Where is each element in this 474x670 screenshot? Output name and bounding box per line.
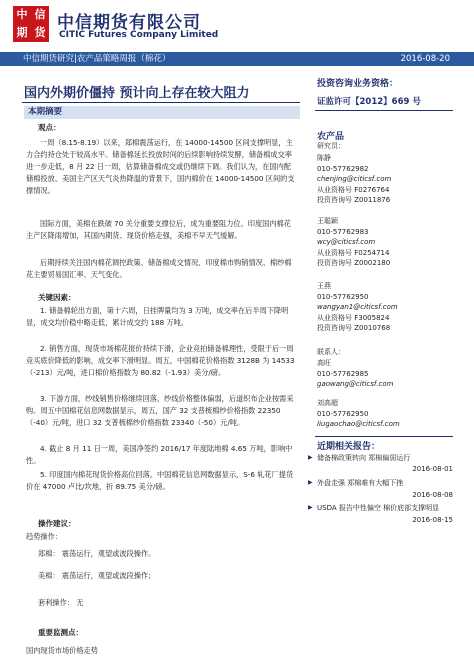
report-info-band — [0, 52, 474, 66]
analyst-cert: 从业资格号 F3005824 — [317, 313, 390, 322]
related-report-date: 2016-08-15 — [412, 516, 453, 524]
related-report-date: 2016-08-01 — [412, 465, 453, 473]
related-report-title: USDA 报告中性偏空 棉价底部支撑明显 — [317, 504, 440, 512]
points-section — [26, 218, 298, 242]
factor-item — [26, 393, 298, 429]
factors-label: 关键因素： — [38, 293, 76, 302]
analyst-block — [317, 216, 390, 269]
title-divider — [22, 102, 300, 103]
report-date: 2016-08-20 — [400, 54, 450, 64]
contact-block — [317, 358, 393, 390]
analyst-cert: 从业资格号 F0254714 — [317, 248, 390, 257]
related-report-title: 储备棉政策转向 郑棉偏弱运行 — [317, 454, 411, 462]
related-report-title: 外盘走强 郑棉难有大幅下挫 — [317, 479, 404, 487]
department-heading: 农产品 — [317, 132, 345, 142]
contact-phone: 010-57762985 — [317, 369, 369, 378]
analyst-name: 王燕 — [317, 282, 331, 290]
related-report-item[interactable] — [308, 453, 453, 463]
analyst-email[interactable]: wangyan1@citicsf.com — [317, 303, 398, 311]
paragraph: 2. 销售方面，现货市场棉花报价持续下滑，企业竞拍储备棉理性，受限于后一周竞买底价降低的影响，成交率下滑明显。周五，中国棉花价格指数 3128B 为 14533（-213）元/吨，进口棉价格指数为 80.82（-1.93）美分/磅。 — [26, 344, 295, 377]
paragraph: 3. 下游方面，纱线销售价格继续回落，纱线价格整体偏弱，后道织布企业按需采购。周五中国棉花信息网数据显示，周五，国产 32 支普梳棉纱价格指数 22350（-40）元/吨，进口 32 支普梳棉纱价格指数 23340（-50）元/吨。 — [26, 394, 294, 427]
ops-arb: 套利操作： 无 — [38, 598, 84, 607]
logo-char: 货 — [34, 26, 46, 39]
paragraph: 后期持续关注国内棉花调控政策、储备棉成交情况、印度棉市购销情况、棉纱棉花主要贸易国汇率、天气变化。 — [26, 258, 292, 279]
company-name-cn: 中信期货有限公司 — [57, 13, 201, 33]
points-section — [26, 137, 298, 197]
company-name-en: CITIC Futures Company Limited — [59, 30, 219, 40]
related-reports-heading: 近期相关报告： — [317, 442, 381, 452]
factor-item — [26, 469, 298, 493]
factor-item — [26, 443, 298, 467]
ops-trend: 趋势操作： — [26, 532, 62, 541]
factor-item — [26, 305, 298, 329]
paragraph: 5. 印度国内棉花现货价格高位回落。中国棉花信息网数据显示，S-6 轧花厂提货价在 47000 卢比/坎地，折 89.75 美分/磅。 — [26, 470, 294, 491]
paragraph: 4. 截止 8 月 11 日一周，美国净签约 2016/17 年度陆地棉 4.65 万吨，影响中性。 — [26, 444, 293, 465]
summary-heading: 本期摘要 — [24, 106, 300, 119]
analyst-phone: 010-57762950 — [317, 292, 369, 301]
monitor-label: 重要监测点： — [38, 628, 83, 637]
analyst-name: 王聪颖 — [317, 217, 338, 225]
ops-label: 操作建议： — [38, 519, 76, 528]
points-section — [26, 257, 298, 281]
factor-item — [26, 343, 298, 379]
contact-phone: 010-57762950 — [317, 409, 369, 418]
chevron-right-icon: ▶ — [308, 454, 313, 461]
analyst-cert: 投资咨询号 Z0011876 — [317, 196, 391, 204]
sidebar-divider — [315, 110, 453, 111]
related-report-item[interactable] — [308, 503, 453, 513]
ops-us: 美棉： 震荡运行，观望或波段操作； — [38, 571, 156, 580]
analyst-name: 陈静 — [317, 154, 331, 162]
analyst-phone: 010-57762983 — [317, 227, 369, 236]
contact-qualification-heading: 投资咨询业务资格： — [317, 79, 399, 89]
analyst-cert: 投资咨询号 Z0002180 — [317, 259, 391, 267]
license-number: 证监许可【2012】669 号 — [317, 97, 421, 107]
contact-label: 联系人： — [317, 348, 345, 356]
sidebar-divider — [315, 436, 453, 437]
ops-zheng: 郑棉： 震荡运行，观望或波段操作。 — [38, 549, 156, 558]
logo-char: 中 — [16, 8, 28, 21]
analyst-cert: 投资咨询号 Z0010768 — [317, 324, 391, 332]
related-report-item[interactable] — [308, 478, 453, 488]
report-title: 国内外期价僵持 预计向上存在较大阻力 — [24, 86, 250, 101]
paragraph: 国际方面，美棉在跌破 70 关分重要支撑位后，成为重要阻力位。印度国内棉花主产区降雨增加，其国内期货、现货价格走强，美棉不早天气缓解。 — [26, 219, 291, 240]
analyst-block — [317, 281, 398, 334]
related-report-date: 2016-08-08 — [412, 491, 453, 499]
contact-block — [317, 398, 400, 430]
logo-char: 期 — [16, 26, 28, 39]
chevron-right-icon: ▶ — [308, 479, 313, 486]
contact-name: 高旺 — [317, 359, 331, 367]
contact-email[interactable]: liugaochao@citicsf.com — [317, 420, 400, 428]
points-label: 观点： — [38, 123, 61, 132]
analyst-email[interactable]: chenjing@citicsf.com — [317, 175, 392, 183]
analyst-email[interactable]: wcy@citicsf.com — [317, 238, 376, 246]
chevron-right-icon: ▶ — [308, 504, 313, 511]
paragraph: 一周（8.15-8.19）以来，郑棉震荡运行，在 14000-14500 区间支撑明显，主力合约持仓处于较高水平。储备棉延长投放时间的后续影响持续发酵，储备棉成交率进一步走低，8 月 22 日一周，估算储备棉成交或仍继续下调。我们认为，在国内配储棉投放、美国主产区天气炎热降温的背景下，国内棉价在 14000-14500 区间的支撑情况。 — [26, 138, 295, 195]
contact-name: 刘高超 — [317, 399, 338, 407]
analyst-phone: 010-57762982 — [317, 164, 369, 173]
analyst-cert: 从业资格号 F0276764 — [317, 185, 390, 194]
researcher-label: 研究员： — [317, 142, 345, 150]
monitor-text: 国内现货市场价格走势 — [26, 646, 98, 655]
report-header — [0, 0, 474, 48]
logo-char: 信 — [34, 8, 46, 21]
analyst-block — [317, 153, 391, 206]
company-logo — [13, 6, 49, 42]
report-category: 中信期货研究|农产品策略周报（棉花） — [23, 54, 171, 64]
paragraph: 1. 储备棉轮出方面，第十六周，日挂牌量均为 3 万吨，成交率在后半周下降明显，成交均价稳中略走低，累计成交约 188 万吨。 — [26, 306, 289, 327]
contact-email[interactable]: gaowang@citicsf.com — [317, 380, 394, 388]
